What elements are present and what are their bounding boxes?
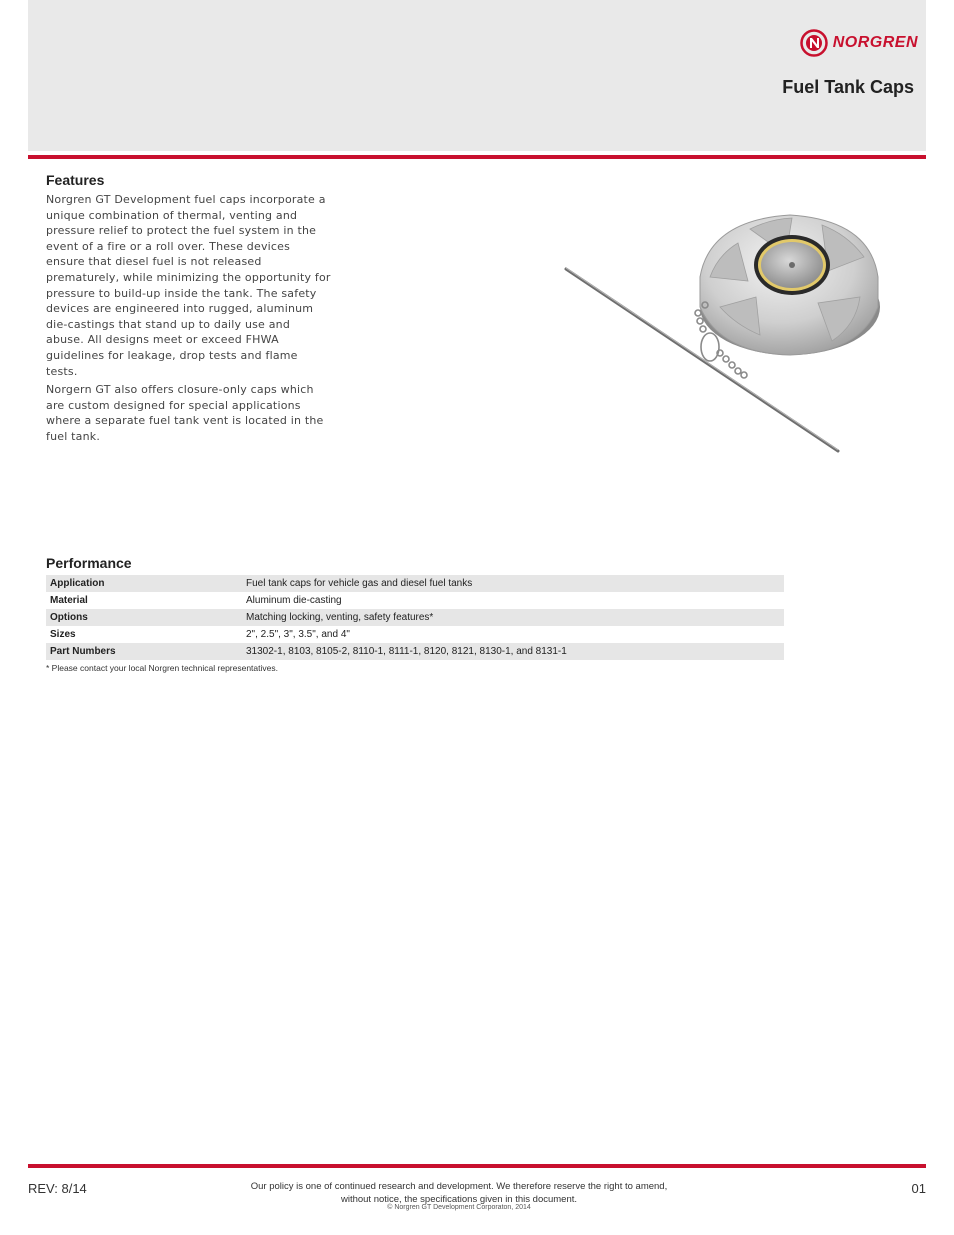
revision-label: REV: 8/14 <box>28 1181 87 1196</box>
row-label: Application <box>46 575 242 592</box>
fuel-cap-product-image <box>560 185 885 460</box>
policy-statement <box>200 1180 718 1206</box>
features-heading: Features <box>46 172 105 188</box>
page-title: Fuel Tank Caps <box>782 77 914 97</box>
brand-name: NORGREN <box>832 34 918 51</box>
row-value: 31302-1, 8103, 8105-2, 8110-1, 8111-1, 8120, 8121, 8130-1, and 8131-1 <box>242 643 784 660</box>
performance-footnote: * Please contact your local Norgren technical representatives. <box>46 663 278 673</box>
row-value: Fuel tank caps for vehicle gas and diesel fuel tanks <box>242 575 784 592</box>
header-divider <box>28 155 926 159</box>
table-row <box>46 575 784 592</box>
row-label: Part Numbers <box>46 643 242 660</box>
features-paragraph: Norgern GT also offers closure-only caps which are custom designed for special applications where a separate fuel tank vent is located in the fuel tank. <box>46 383 324 443</box>
performance-heading: Performance <box>46 555 132 571</box>
performance-section <box>46 555 784 673</box>
table-row <box>46 592 784 609</box>
policy-line: without notice, the specifications given in this document. <box>340 1194 578 1205</box>
norgren-logo-icon <box>800 29 828 57</box>
row-label: Material <box>50 595 88 606</box>
table-row <box>46 609 784 626</box>
row-value: Aluminum die-casting <box>246 595 342 606</box>
table-row <box>46 626 784 643</box>
copyright-notice: © Norgren GT Development Corporaton, 2014 <box>387 1204 531 1211</box>
features-paragraph: Norgren GT Development fuel caps incorporate a unique combination of thermal, venting and pressure relief to protect the fuel system in the event of a fire or a roll over. These devices ensure that diesel fuel is not released prematurely, while minimizing the opportunity for pressure to build-up inside the tank. The safety devices are engineered into rugged, aluminum die-castings that stand up to daily use and abuse. All designs meet or exceed FHWA guidelines for leakage, drop tests and flame tests. <box>46 193 331 378</box>
performance-table <box>46 575 784 660</box>
table-row <box>46 643 784 660</box>
policy-line: Our policy is one of continued research and development. We therefore reserve the right to amend, <box>250 1181 668 1192</box>
row-label: Options <box>46 609 242 626</box>
row-value: Matching locking, venting, safety features* <box>242 609 784 626</box>
norgren-logo <box>800 28 918 58</box>
footer-divider <box>28 1164 926 1168</box>
header-band <box>28 0 926 151</box>
features-section <box>46 172 331 448</box>
row-label: Sizes <box>50 629 76 640</box>
page-number: 01 <box>911 1181 926 1196</box>
row-value: 2", 2.5", 3", 3.5", and 4" <box>246 629 350 640</box>
